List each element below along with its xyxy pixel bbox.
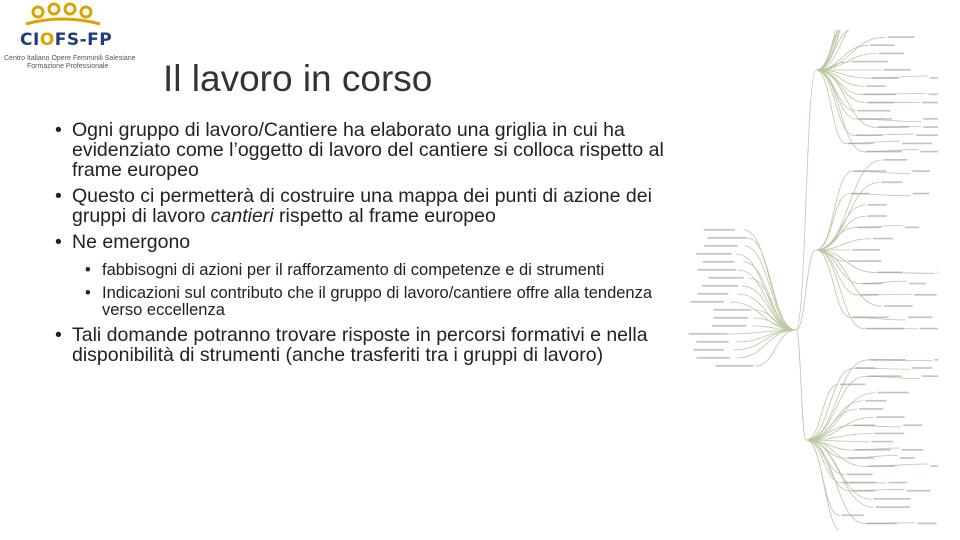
sub-bullet-item <box>85 285 683 319</box>
bullet-item <box>55 186 683 226</box>
logo-emblem-icon <box>2 0 132 30</box>
logo-brand: CIOFS-FP <box>20 30 113 50</box>
logo-subtitle-2: Formazione Professionale <box>27 63 109 70</box>
bullet-italic-text: cantieri <box>210 205 274 227</box>
bullet-list <box>55 120 683 365</box>
ciofs-logo <box>2 0 136 75</box>
bullet-text: Tali domande potranno trovare risposte in percorsi formativi e nella disponibilità di strumenti (anche trasferiti tra i gruppi di lavoro) <box>72 324 648 366</box>
sub-bullet-text: fabbisogni di azioni per il rafforzamento di competenze e di strumenti <box>102 261 605 279</box>
logo-subtitle-1: Centro Italiano Opere Femminili Salesiane <box>4 55 136 62</box>
sub-bullet-text: Indicazioni sul contributo che il gruppo di lavoro/cantiere offre alla tendenza verso eccellenza <box>102 284 653 319</box>
bullet-text: Ne emergono <box>72 231 191 253</box>
slide-body <box>55 120 683 460</box>
bullet-item <box>55 120 683 180</box>
bullet-item <box>55 325 683 365</box>
sub-bullet-list <box>85 262 683 319</box>
bullet-text: Ogni gruppo di lavoro/Cantiere ha elaborato una griglia in cui ha evidenziato come l’oggetto di lavoro del cantiere si colloca rispetto al frame europeo <box>72 120 664 181</box>
mind-map-image <box>676 30 938 530</box>
bullet-text: rispetto al frame europeo <box>273 205 496 227</box>
slide-title: Il lavoro in corso <box>163 58 433 99</box>
bullet-text: Questo ci permetterà di costruire una mappa dei punti di azione dei gruppi di lavoro <box>72 185 652 227</box>
bullet-item <box>55 232 683 319</box>
sub-bullet-item <box>85 262 683 279</box>
